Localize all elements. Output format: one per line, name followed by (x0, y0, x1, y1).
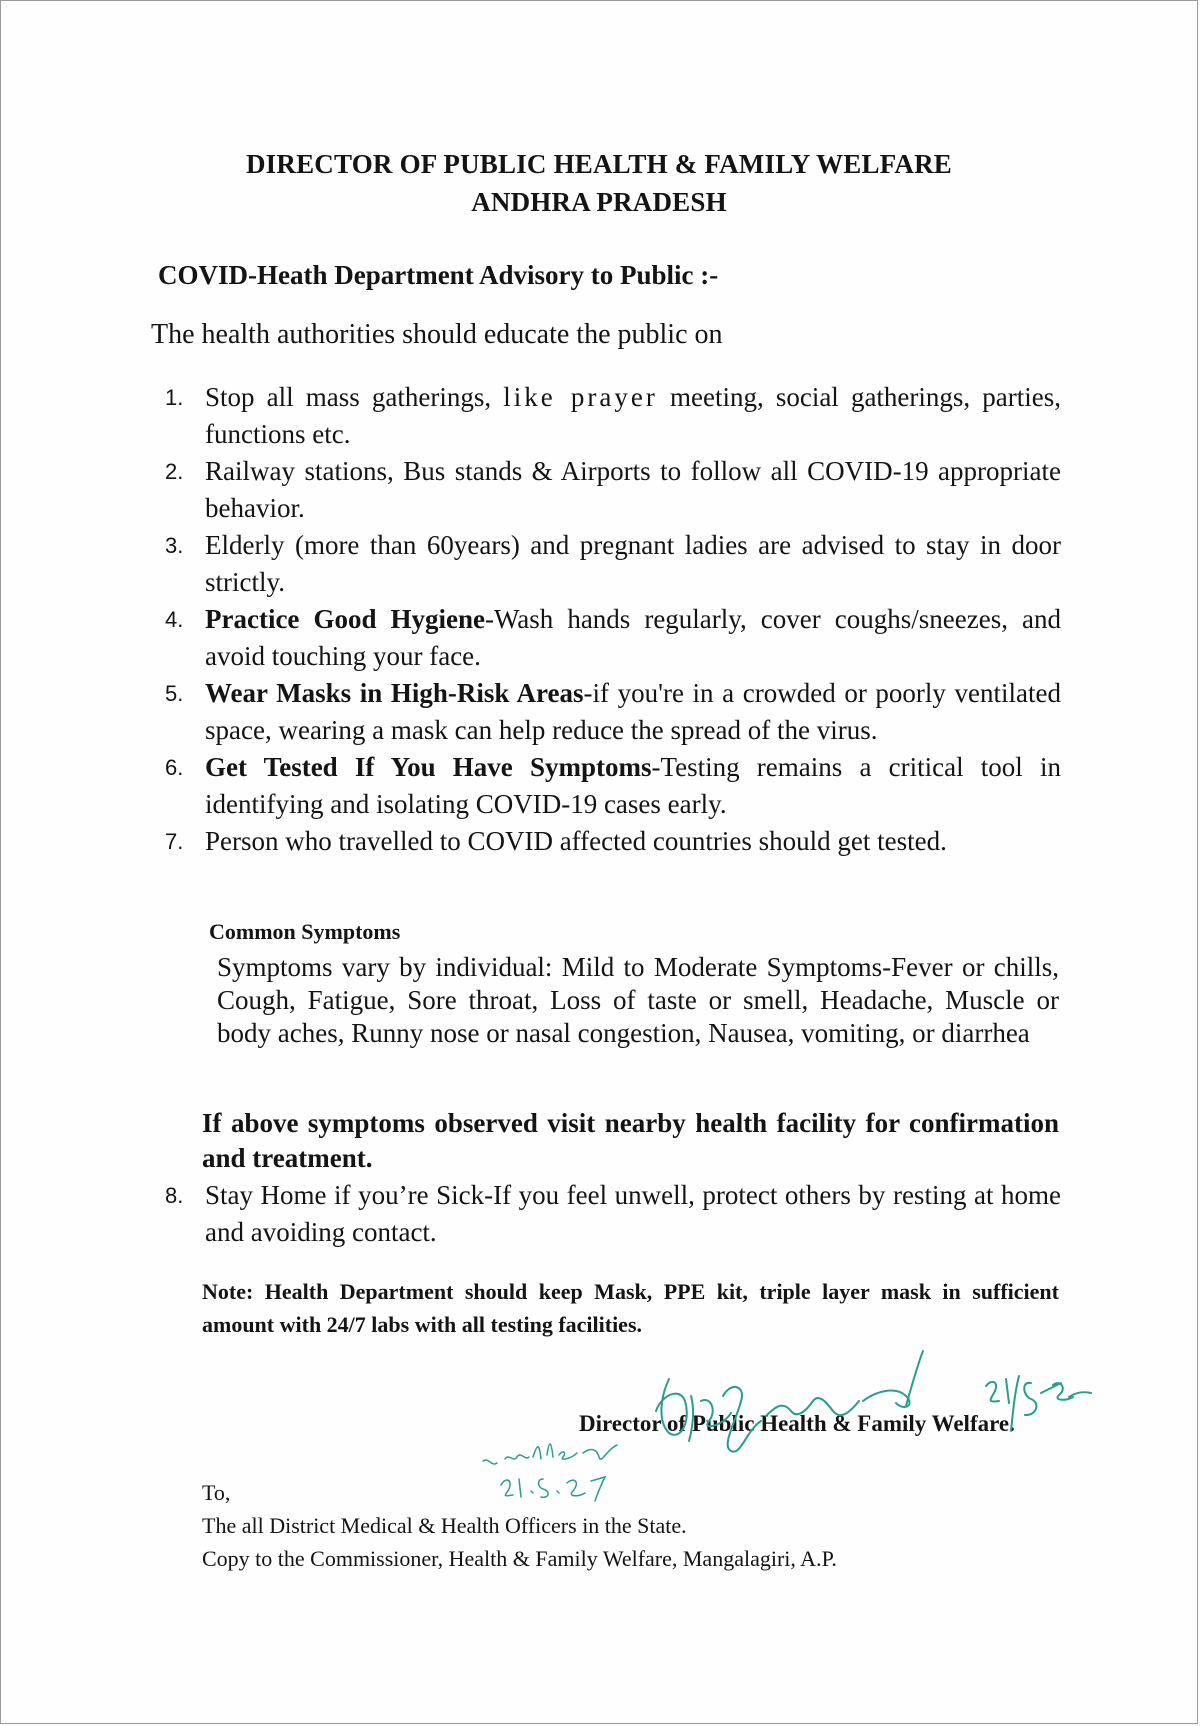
header-line-1: DIRECTOR OF PUBLIC HEALTH & FAMILY WELFARE (245, 149, 952, 179)
list-item: 3. Elderly (more than 60years) and pregnant ladies are advised to stay in door strictly. (165, 527, 1061, 601)
header-line-2: ANDHRA PRADESH (471, 187, 727, 217)
intro-text: The health authorities should educate the public on (151, 319, 723, 350)
recipient-line-1: The all District Medical & Health Officers in the State. (202, 1513, 687, 1538)
list-item: 4. Practice Good Hygiene-Wash hands regularly, cover coughs/sneezes, and avoid touching your face. (165, 601, 1061, 675)
item-number: 7. (165, 829, 184, 854)
list-item: 6. Get Tested If You Have Symptoms-Testing remains a critical tool in identifying and isolating COVID-19 cases early. (165, 749, 1061, 823)
list-item: 1. Stop all mass gatherings, like prayer meeting, social gatherings, parties, functions etc. (165, 379, 1061, 453)
handwritten-signature (1, 1, 1199, 1725)
list-item: 2. Railway stations, Bus stands & Airports to follow all COVID-19 appropriate behavior. (165, 453, 1061, 527)
item-number: 1. (165, 385, 184, 410)
note-text: Note: Health Department should keep Mask, PPE kit, triple layer mask in sufficient amount with 24/7 labs with all testing facilities. (202, 1279, 1059, 1337)
item-number: 6. (165, 755, 184, 780)
recipients-block (202, 1476, 837, 1575)
to-label: To, (202, 1480, 231, 1505)
list-item: 7. Person who travelled to COVID affected countries should get tested. (165, 823, 1061, 860)
symptoms-text: Symptoms vary by individual: Mild to Moderate Symptoms-Fever or chills, Cough, Fatigue, Sore throat, Loss of taste or smell, Headache, Muscle or body aches, Runny nose or nasal congestion, Nausea, vomiting, or diarrhea (217, 952, 1059, 1048)
visit-notice: If above symptoms observed visit nearby health facility for confirmation and treatment. (202, 1108, 1059, 1173)
signatory-title: Director of Public Health & Family Welfare. (579, 1411, 1015, 1436)
list-item: 8. Stay Home if you’re Sick-If you feel unwell, protect others by resting at home and avoiding contact. (165, 1177, 1061, 1251)
item-number: 8. (165, 1183, 184, 1208)
item-number: 2. (165, 459, 184, 484)
advisory-heading: COVID-Heath Department Advisory to Public :- (158, 260, 719, 290)
item-number: 5. (165, 681, 184, 706)
item-number: 3. (165, 533, 184, 558)
recipient-line-2: Copy to the Commissioner, Health & Family Welfare, Mangalagiri, A.P. (202, 1546, 837, 1571)
item-number: 4. (165, 607, 184, 632)
symptoms-heading: Common Symptoms (209, 919, 401, 944)
list-item: 5. Wear Masks in High-Risk Areas-if you're in a crowded or poorly ventilated space, wearing a mask can help reduce the spread of the virus. (165, 675, 1061, 749)
